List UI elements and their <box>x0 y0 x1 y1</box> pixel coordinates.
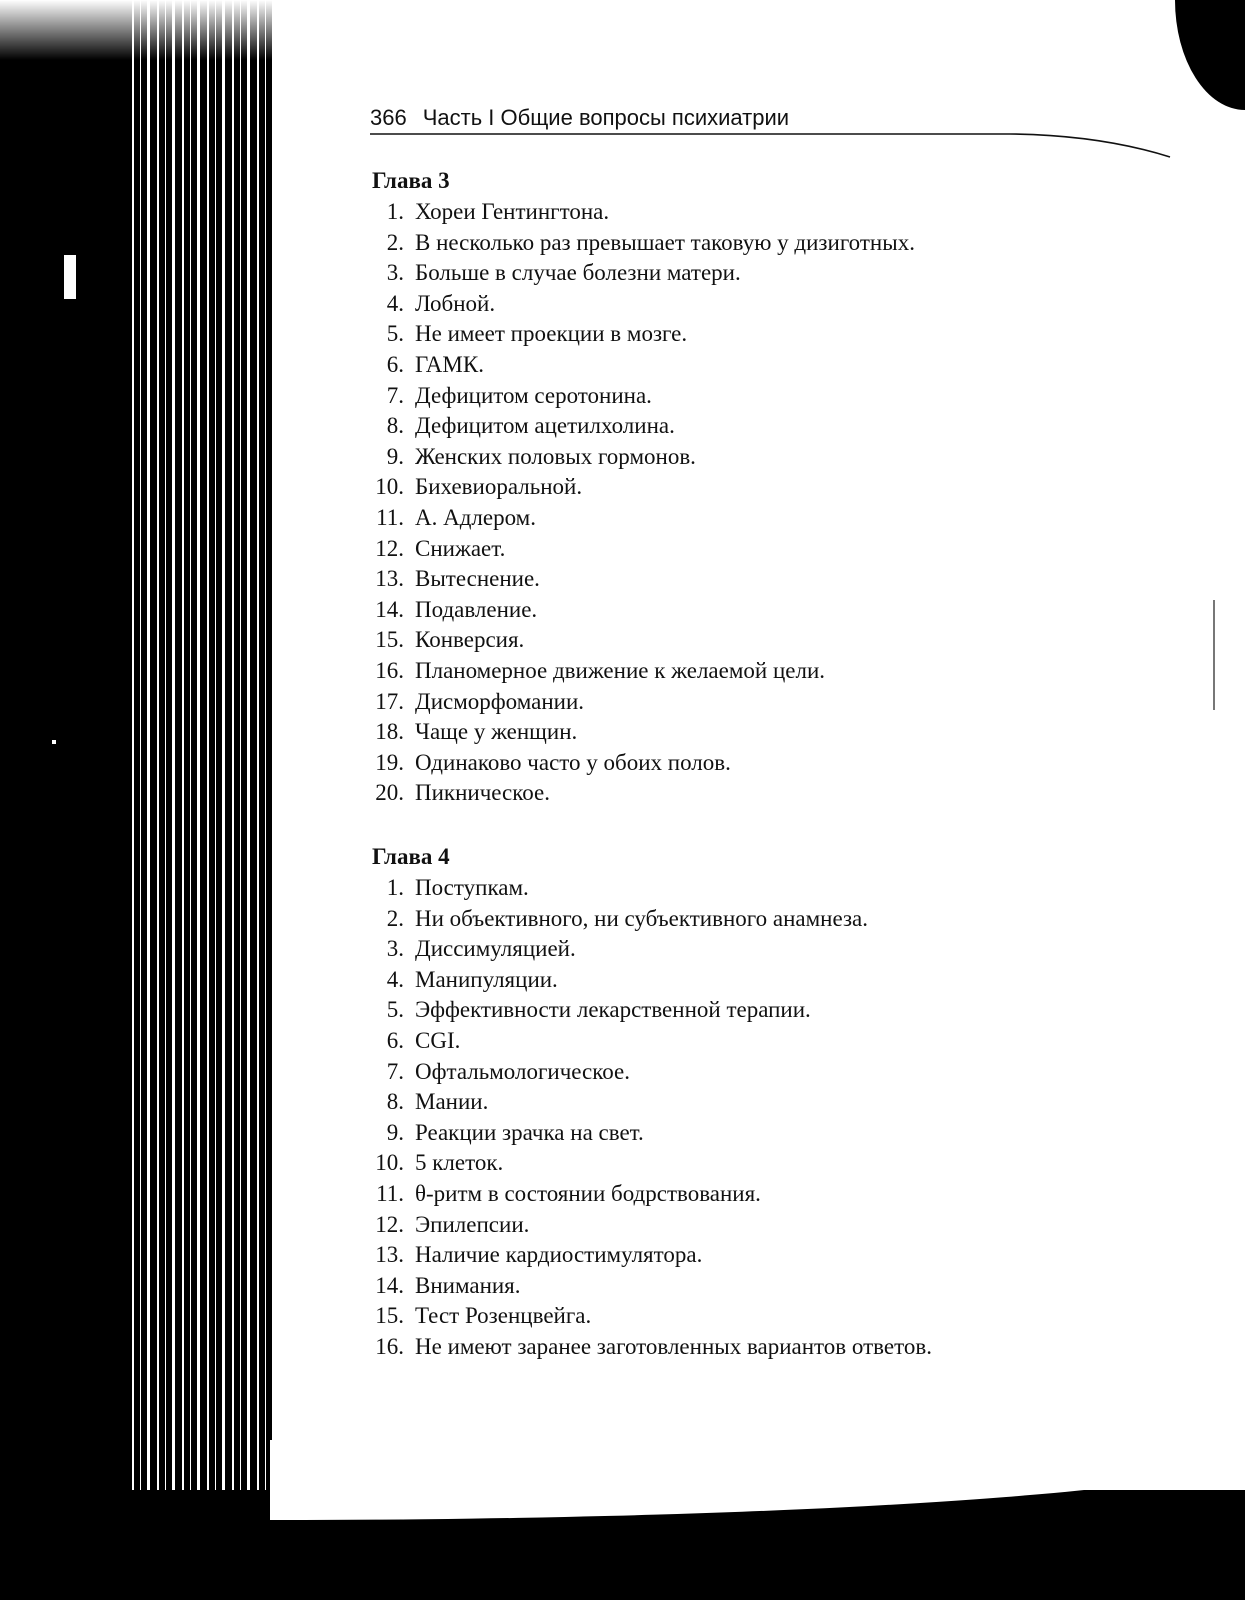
answer-item <box>372 595 1172 626</box>
answer-item <box>372 778 1172 809</box>
part-title: Часть I Общие вопросы психиатрии <box>422 105 790 130</box>
answer-text: Поступкам. <box>415 875 529 900</box>
answer-item <box>372 564 1172 595</box>
answer-item <box>372 625 1172 656</box>
answer-number: 11. <box>376 1180 404 1206</box>
answer-text: Бихевиоральной. <box>415 474 583 500</box>
answer-item <box>372 350 1172 381</box>
answer-number: 8. <box>386 1089 404 1115</box>
answer-number: 2. <box>386 229 404 255</box>
answer-number: 12. <box>375 535 404 561</box>
answer-text: Вытеснение. <box>415 566 540 592</box>
answer-text: Манипуляции. <box>415 966 558 992</box>
answer-text: Женских половых гормонов. <box>415 443 696 469</box>
answer-number: 10. <box>375 1150 404 1176</box>
answer-number: 9. <box>386 443 404 469</box>
answer-number: 4. <box>386 290 404 316</box>
answer-item <box>372 442 1172 473</box>
answer-item <box>372 656 1172 687</box>
answer-number: 17. <box>375 688 404 714</box>
header-rule <box>370 133 1170 161</box>
answer-number: 8. <box>386 413 404 439</box>
page-number: 366 <box>370 105 407 130</box>
answer-item <box>372 1240 1172 1271</box>
answer-item <box>372 289 1172 320</box>
answer-number: 15. <box>375 627 404 653</box>
answer-text: Не имеет проекции в мозге. <box>415 321 688 347</box>
answer-number: 3. <box>386 936 404 962</box>
answer-text: Снижает. <box>415 535 506 561</box>
answer-item <box>372 1179 1172 1210</box>
answer-number: 15. <box>375 1303 404 1329</box>
answer-number: 14. <box>375 1272 404 1298</box>
answer-text: Планомерное движение к желаемой цели. <box>415 657 826 683</box>
answer-text: Лобной. <box>415 290 496 316</box>
answer-text: Конверсия. <box>415 627 525 653</box>
answer-number: 1. <box>386 199 404 224</box>
answer-text: 5 клеток. <box>415 1150 504 1176</box>
book-spine-shadow <box>0 0 130 1600</box>
answer-text: ГАМК. <box>415 351 484 377</box>
answer-item <box>372 503 1172 534</box>
running-header-text <box>370 104 1170 132</box>
answer-number: 19. <box>375 749 404 775</box>
answer-item <box>372 1271 1172 1302</box>
answer-text: Дефицитом серотонина. <box>415 382 652 408</box>
answer-item <box>372 197 1172 228</box>
answer-number: 13. <box>375 566 404 592</box>
answer-text: CGI. <box>415 1027 461 1053</box>
answer-text: Реакции зрачка на свет. <box>415 1119 644 1145</box>
answer-number: 6. <box>386 1027 404 1053</box>
answer-item <box>372 1026 1172 1057</box>
answer-item <box>372 534 1172 565</box>
answer-number: 1. <box>386 875 404 900</box>
answer-number: 7. <box>386 382 404 408</box>
answer-item <box>372 904 1172 935</box>
answer-item <box>372 472 1172 503</box>
answer-list <box>372 197 1172 809</box>
answer-item <box>372 687 1172 718</box>
answer-item <box>372 965 1172 996</box>
answer-number: 20. <box>375 780 404 806</box>
answer-item <box>372 258 1172 289</box>
answer-number: 11. <box>376 504 404 530</box>
answer-text: Внимания. <box>415 1272 521 1298</box>
answer-item <box>372 1301 1172 1332</box>
answer-text: В несколько раз превышает таковую у дизиготных. <box>415 229 915 255</box>
answer-number: 14. <box>375 596 404 622</box>
answer-text: θ-ритм в состоянии бодрствования. <box>415 1180 761 1206</box>
answer-item <box>372 934 1172 965</box>
answer-item <box>372 995 1172 1026</box>
answer-text: Одинаково часто у обоих полов. <box>415 749 731 775</box>
page-tab-mark <box>64 255 76 299</box>
answer-number: 6. <box>386 351 404 377</box>
chapter-title: Глава 3 <box>372 168 450 193</box>
answer-text: Офтальмологическое. <box>415 1058 630 1084</box>
answer-text: Мании. <box>415 1089 489 1115</box>
answer-text: Эпилепсии. <box>415 1211 530 1237</box>
answer-text: Ни объективного, ни субъективного анамнеза. <box>415 905 868 931</box>
answer-item <box>372 1332 1172 1363</box>
scan-corner-shadow <box>1175 0 1245 110</box>
answer-item <box>372 1148 1172 1179</box>
answer-number: 16. <box>375 657 404 683</box>
edge-speck <box>52 740 56 744</box>
answer-number: 16. <box>375 1333 404 1359</box>
answer-item <box>372 873 1172 904</box>
chapter-section <box>372 166 1172 809</box>
answer-text: Тест Розенцвейга. <box>415 1303 592 1329</box>
answer-item <box>372 228 1172 259</box>
answer-item <box>372 1057 1172 1088</box>
answer-item <box>372 381 1172 412</box>
answer-text: Не имеют заранее заготовленных вариантов ответов. <box>415 1333 932 1359</box>
answer-number: 4. <box>386 966 404 992</box>
answer-item <box>372 411 1172 442</box>
answer-number: 10. <box>375 474 404 500</box>
answer-list <box>372 873 1172 1363</box>
answer-text: Подавление. <box>415 596 538 622</box>
scan-edge-mark <box>1213 600 1215 710</box>
answer-text: Больше в случае болезни матери. <box>415 260 741 286</box>
answer-text: Дисморфомании. <box>415 688 585 714</box>
answer-item <box>372 1118 1172 1149</box>
answer-item <box>372 717 1172 748</box>
chapter-title: Глава 4 <box>372 844 450 869</box>
answer-number: 18. <box>375 719 404 745</box>
answer-text: Хореи Гентингтона. <box>415 199 610 224</box>
answer-item <box>372 1210 1172 1241</box>
answer-text: Дефицитом ацетилхолина. <box>415 413 675 439</box>
answer-text: Наличие кардиостимулятора. <box>415 1242 703 1268</box>
answer-number: 5. <box>386 321 404 347</box>
answer-item <box>372 1087 1172 1118</box>
answer-number: 2. <box>386 905 404 931</box>
answer-number: 3. <box>386 260 404 286</box>
answer-item <box>372 748 1172 779</box>
answer-number: 5. <box>386 997 404 1023</box>
spine-top-fade <box>0 0 290 60</box>
answer-number: 7. <box>386 1058 404 1084</box>
answer-text: А. Адлером. <box>415 504 536 530</box>
answer-text: Чаще у женщин. <box>415 719 578 745</box>
answer-text: Эффективности лекарственной терапии. <box>415 997 811 1023</box>
answer-number: 13. <box>375 1242 404 1268</box>
chapter-section <box>372 842 1172 1363</box>
answer-item <box>372 319 1172 350</box>
answer-text: Диссимуляцией. <box>415 936 576 962</box>
answer-number: 9. <box>386 1119 404 1145</box>
answer-number: 12. <box>375 1211 404 1237</box>
answer-text: Пикническое. <box>415 780 551 806</box>
